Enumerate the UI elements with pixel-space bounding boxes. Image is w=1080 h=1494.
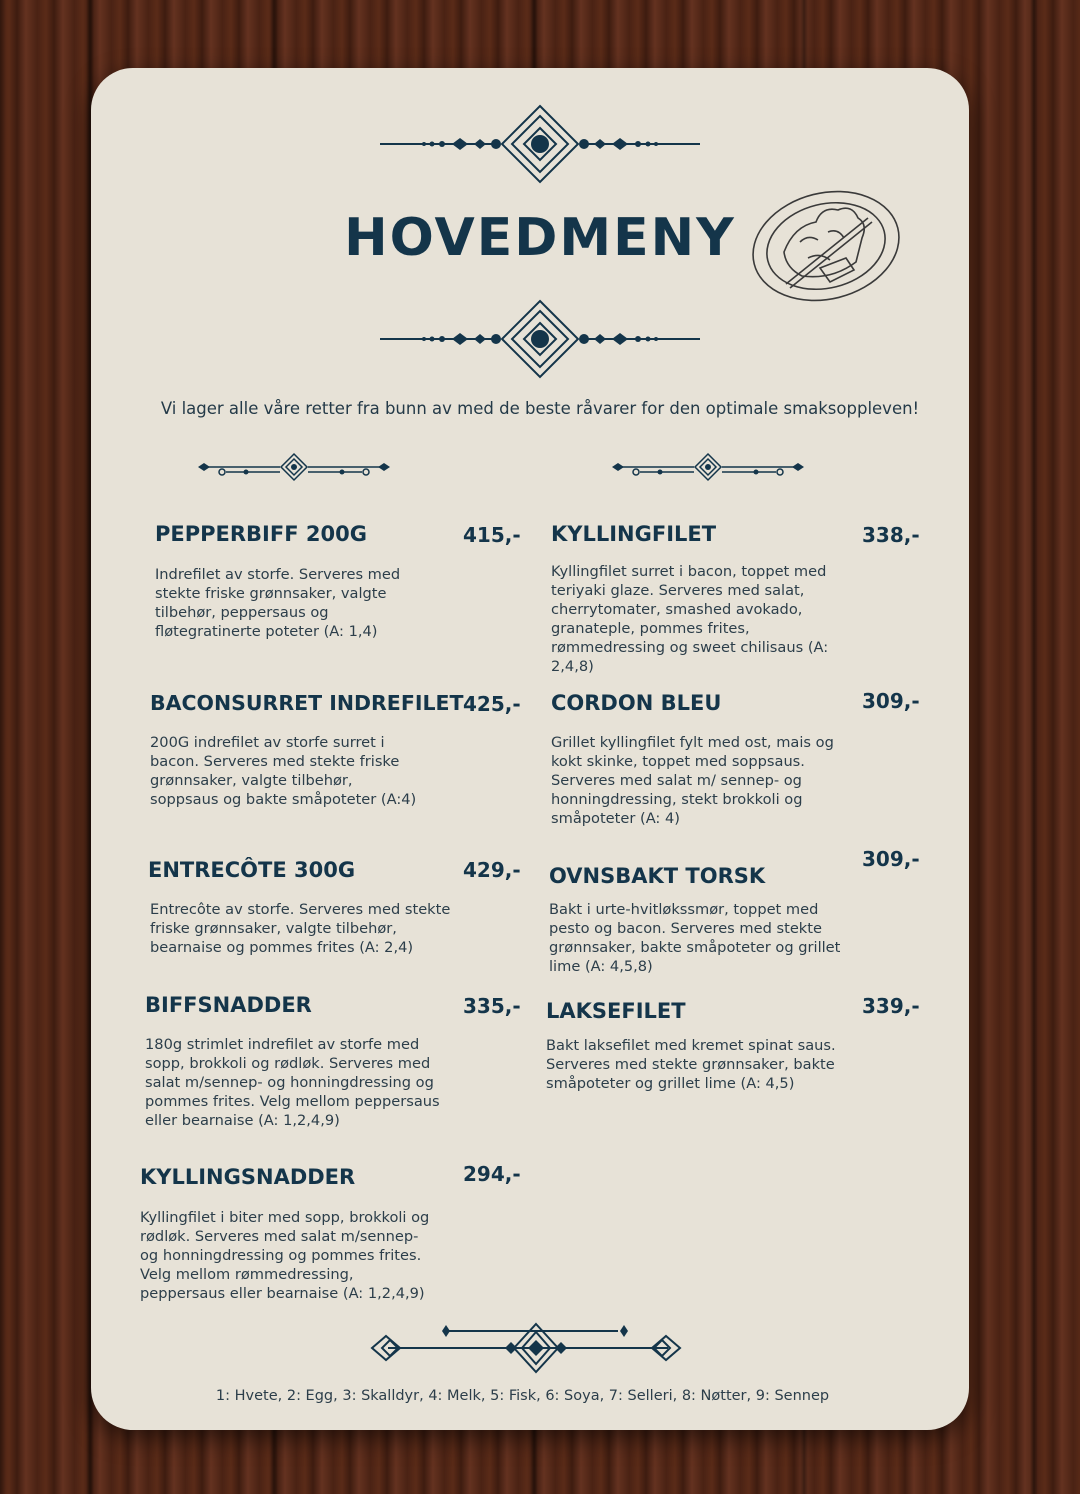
item-description: 200G indrefilet av storfe surret i bacon. Serveres med stekte friske grønnsaker, valgte tilbehør, soppsaus og bakte småpoteter (A:4) [150,734,417,808]
tagline: Vi lager alle våre retter fra bunn av med de beste råvarer for den optimale smaksoppleven! [160,399,920,418]
bottom-diamond-ornament-icon [368,1322,688,1374]
item-price: 335,- [463,994,521,1018]
item-name: ENTRECÔTE 300G [148,858,356,882]
left-small-divider-icon [196,452,392,482]
page-title: HOVEDMENY [344,208,736,268]
item-price: 338,- [862,523,920,547]
item-name: KYLLINGFILET [551,522,717,546]
mid-diamond-ornament-icon [380,299,700,379]
top-diamond-ornament-icon [380,104,700,184]
item-name: OVNSBAKT TORSK [549,864,766,888]
item-description: Indrefilet av storfe. Serveres med stekte friske grønnsaker, valgte tilbehør, peppersaus og fløtegratinerte poteter (A: 1,4) [155,566,401,640]
item-price: 309,- [862,689,920,713]
allergen-legend: 1: Hvete, 2: Egg, 3: Skalldyr, 4: Melk, 5: Fisk, 6: Soya, 7: Selleri, 8: Nøtter, 9: Sennep [215,1388,830,1404]
item-description: Kyllingfilet surret i bacon, toppet med teriyaki glaze. Serveres med salat, cherrytomater, smashed avokado, granateple, pommes frites, rømmedressing og sweet chilisaus (A: 2,4,8) [551,563,829,675]
item-price: 415,- [463,523,521,547]
item-description: Kyllingfilet i biter med sopp, brokkoli og rødløk. Serveres med salat m/sennep- og honningdressing og pommes frites. Velg mellom rømmedressing, peppersaus eller bearnaise (A: 1,2,4,9) [140,1209,430,1302]
item-description: Entrecôte av storfe. Serveres med stekte friske grønnsaker, valgte tilbehør, bearnaise og pommes frites (A: 2,4) [150,901,451,956]
item-price: 339,- [862,994,920,1018]
item-price: 309,- [862,847,920,871]
item-price: 294,- [463,1162,521,1186]
food-plate-icon [750,188,902,304]
item-name: LAKSEFILET [546,999,686,1023]
item-name: BIFFSNADDER [145,993,312,1017]
item-price: 425,- [463,692,521,716]
item-name: KYLLINGSNADDER [140,1165,356,1189]
item-description: Bakt laksefilet med kremet spinat saus. Serveres med stekte grønnsaker, bakte småpoteter og grillet lime (A: 4,5) [546,1037,836,1092]
item-name: CORDON BLEU [551,691,722,715]
item-name: PEPPERBIFF 200G [155,522,367,546]
item-description: 180g strimlet indrefilet av storfe med sopp, brokkoli og rødløk. Serveres med salat m/sennep- og honningdressing og pommes frites. Velg mellom peppersaus eller bearnaise (A: 1,2,4,9) [145,1036,440,1129]
item-description: Grillet kyllingfilet fylt med ost, mais og kokt skinke, toppet med soppsaus. Serveres med salat m/ sennep- og honningdressing, stekt brokkoli og småpoteter (A: 4) [551,734,834,827]
item-description: Bakt i urte-hvitløkssmør, toppet med pesto og bacon. Serveres med stekte grønnsaker, bakte småpoteter og grillet lime (A: 4,5,8) [549,901,841,975]
item-name: BACONSURRET INDREFILET [150,691,464,715]
item-price: 429,- [463,858,521,882]
right-small-divider-icon [610,452,806,482]
